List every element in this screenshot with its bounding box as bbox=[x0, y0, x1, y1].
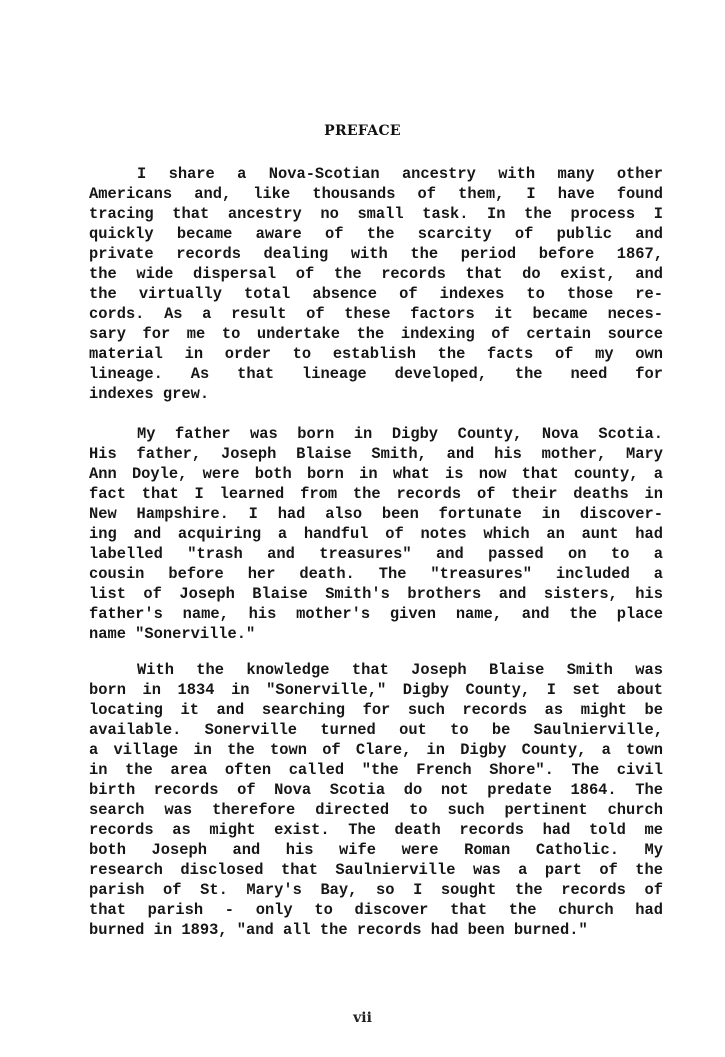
text-line: indexes grew. bbox=[89, 385, 210, 403]
text-line: birth records of Nova Scotia do not predate 1864. The bbox=[89, 781, 663, 799]
text-line: list of Joseph Blaise Smith's brothers and sisters, his bbox=[89, 585, 663, 603]
text-line: New Hampshire. I had also been fortunate in discover- bbox=[89, 505, 663, 523]
text-line: ing and acquiring a handful of notes which an aunt had bbox=[89, 525, 663, 543]
text-line: Ann Doyle, were both born in what is now that county, a bbox=[89, 465, 663, 483]
text-line: both Joseph and his wife were Roman Catholic. My bbox=[89, 841, 663, 859]
text-line: material in order to establish the facts of my own bbox=[89, 345, 663, 363]
text-line: fact that I learned from the records of their deaths in bbox=[89, 485, 663, 503]
text-line: research disclosed that Saulnierville was a part of the bbox=[89, 861, 663, 879]
paragraph-3 bbox=[89, 660, 663, 940]
text-line: With the knowledge that Joseph Blaise Smith was bbox=[137, 661, 663, 679]
text-line: sary for me to undertake the indexing of certain source bbox=[89, 325, 663, 343]
paragraph-2 bbox=[89, 424, 663, 644]
text-line: in the area often called "the French Shore". The civil bbox=[89, 761, 663, 779]
text-line: father's name, his mother's given name, and the place bbox=[89, 605, 663, 623]
text-line: tracing that ancestry no small task. In the process I bbox=[89, 205, 663, 223]
text-line: records as might exist. The death records had told me bbox=[89, 821, 663, 839]
text-line: born in 1834 in "Sonerville," Digby County, I set about bbox=[89, 681, 663, 699]
text-line: quickly became aware of the scarcity of public and bbox=[89, 225, 663, 243]
paragraph-1 bbox=[89, 164, 663, 404]
text-line: I share a Nova-Scotian ancestry with many other bbox=[137, 165, 663, 183]
text-line: a village in the town of Clare, in Digby County, a town bbox=[89, 741, 663, 759]
text-line: cousin before her death. The "treasures" included a bbox=[89, 565, 663, 583]
text-line: search was therefore directed to such pertinent church bbox=[89, 801, 663, 819]
text-line: burned in 1893, "and all the records had been burned." bbox=[89, 921, 588, 939]
text-line: locating it and searching for such records as might be bbox=[89, 701, 663, 719]
text-line: the virtually total absence of indexes to those re- bbox=[89, 285, 663, 303]
page-title: PREFACE bbox=[324, 123, 401, 139]
text-line: name "Sonerville." bbox=[89, 625, 256, 643]
text-line: private records dealing with the period before 1867, bbox=[89, 245, 663, 263]
text-line: My father was born in Digby County, Nova Scotia. bbox=[137, 425, 663, 443]
page-number: vii bbox=[353, 1010, 372, 1026]
text-line: labelled "trash and treasures" and passed on to a bbox=[89, 545, 663, 563]
text-line: the wide dispersal of the records that do exist, and bbox=[89, 265, 663, 283]
text-line: that parish - only to discover that the church had bbox=[89, 901, 663, 919]
text-line: parish of St. Mary's Bay, so I sought the records of bbox=[89, 881, 663, 899]
text-line: cords. As a result of these factors it became neces- bbox=[89, 305, 663, 323]
text-line: Americans and, like thousands of them, I have found bbox=[89, 185, 663, 203]
text-line: His father, Joseph Blaise Smith, and his mother, Mary bbox=[89, 445, 663, 463]
text-line: available. Sonerville turned out to be Saulnierville, bbox=[89, 721, 663, 739]
text-line: lineage. As that lineage developed, the need for bbox=[89, 365, 663, 383]
